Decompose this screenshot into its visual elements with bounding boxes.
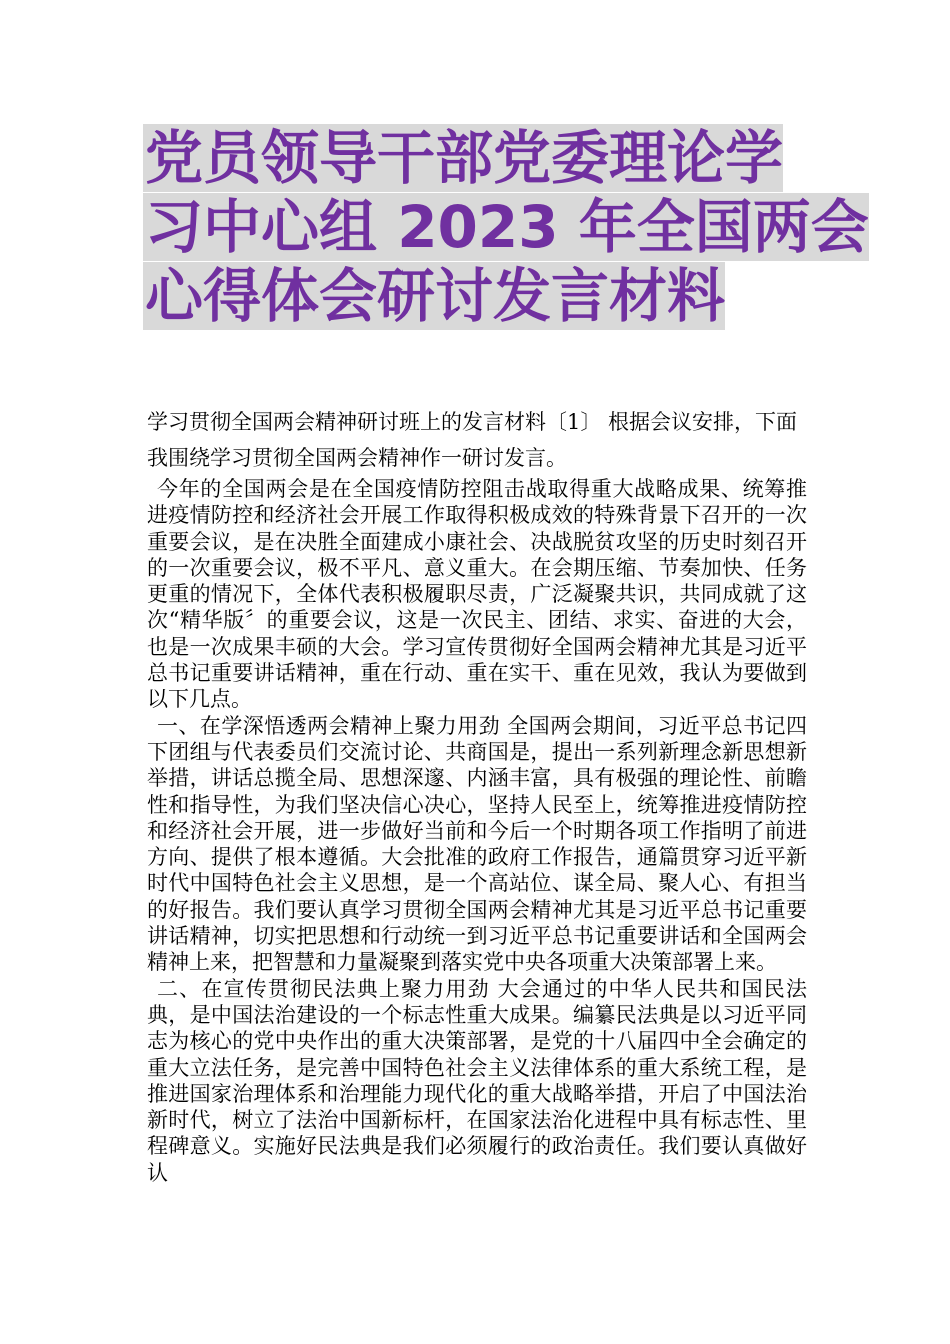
title-line-3-text: 心得体会研讨发言材料 (145, 262, 726, 330)
title-line-2 (143, 193, 869, 262)
title-line-3 (143, 262, 813, 331)
title-line-2-text: 习中心组 2023 年全国两会 (145, 193, 869, 261)
title-line-1 (143, 124, 813, 193)
paragraph-section-two: 二、在宣传贯彻民法典上聚力用劲 大会通过的中华人民共和国民法典，是中国法治建设的一个标志性重大成果。编纂民法典是以习近平同志为核心的党中央作出的重大决策部署，是党的十八届四中全会确定的重大立法任务，是完善中国特色社会主义法律体系的重大系统工程，是推进国家治理体系和治理能力现代化的重大战略举措，开启了中国法治新时代，树立了法治中国新标杆，在国家法治化进程中具有标志性、里程碑意义。实施好民法典是我们必须履行的政治责任。我们要认真做好认 (147, 976, 807, 1185)
paragraph-background: 今年的全国两会是在全国疫情防控阻击战取得重大战略成果、统筹推进疫情防控和经济社会开展工作取得积极成效的特殊背景下召开的一次重要会议，是在决胜全面建成小康社会、决战脱贫攻坚的历史时刻召开的一次重要会议，极不平凡、意义重大。在会期压缩、节奏加快、任务更重的情况下，全体代表积极履职尽责，广泛凝聚共识，共同成就了这次“精华版〞的重要会议，这是一次民主、团结、求实、奋进的大会，也是一次成果丰硕的大会。学习宣传贯彻好全国两会精神尤其是习近平总书记重要讲话精神，重在行动、重在实干、重在见效，我认为要做到以下几点。 (147, 477, 807, 712)
title-line-1-text: 党员领导干部党委理论学 (145, 124, 784, 192)
intro-paragraph: 学习贯彻全国两会精神研讨班上的发言材料〔1〕 根据会议安排，下面我围绕学习贯彻全国两会精神作一研讨发言。 (147, 410, 798, 470)
paragraph-section-one: 一、在学深悟透两会精神上聚力用劲 全国两会期间，习近平总书记四下团组与代表委员们交流讨论、共商国是，提出一系列新理念新思想新举措，讲话总揽全局、思想深邃、内涵丰富，具有极强的理论性、前瞻性和指导性，为我们坚决信心决心，坚持人民至上，统筹推进疫情防控和经济社会开展，进一步做好当前和今后一个时期各项工作指明了前进方向、提供了根本遵循。大会批准的政府工作报告，通篇贯穿习近平新时代中国特色社会主义思想，是一个高站位、谋全局、聚人心、有担当的好报告。我们要认真学习贯彻全国两会精神尤其是习近平总书记重要讲话精神，切实把思想和行动统一到习近平总书记重要讲话和全国两会精神上来，把智慧和力量凝聚到落实党中央各项重大决策部署上来。 (147, 713, 807, 975)
document-title (143, 124, 869, 331)
document-body (147, 404, 807, 1186)
